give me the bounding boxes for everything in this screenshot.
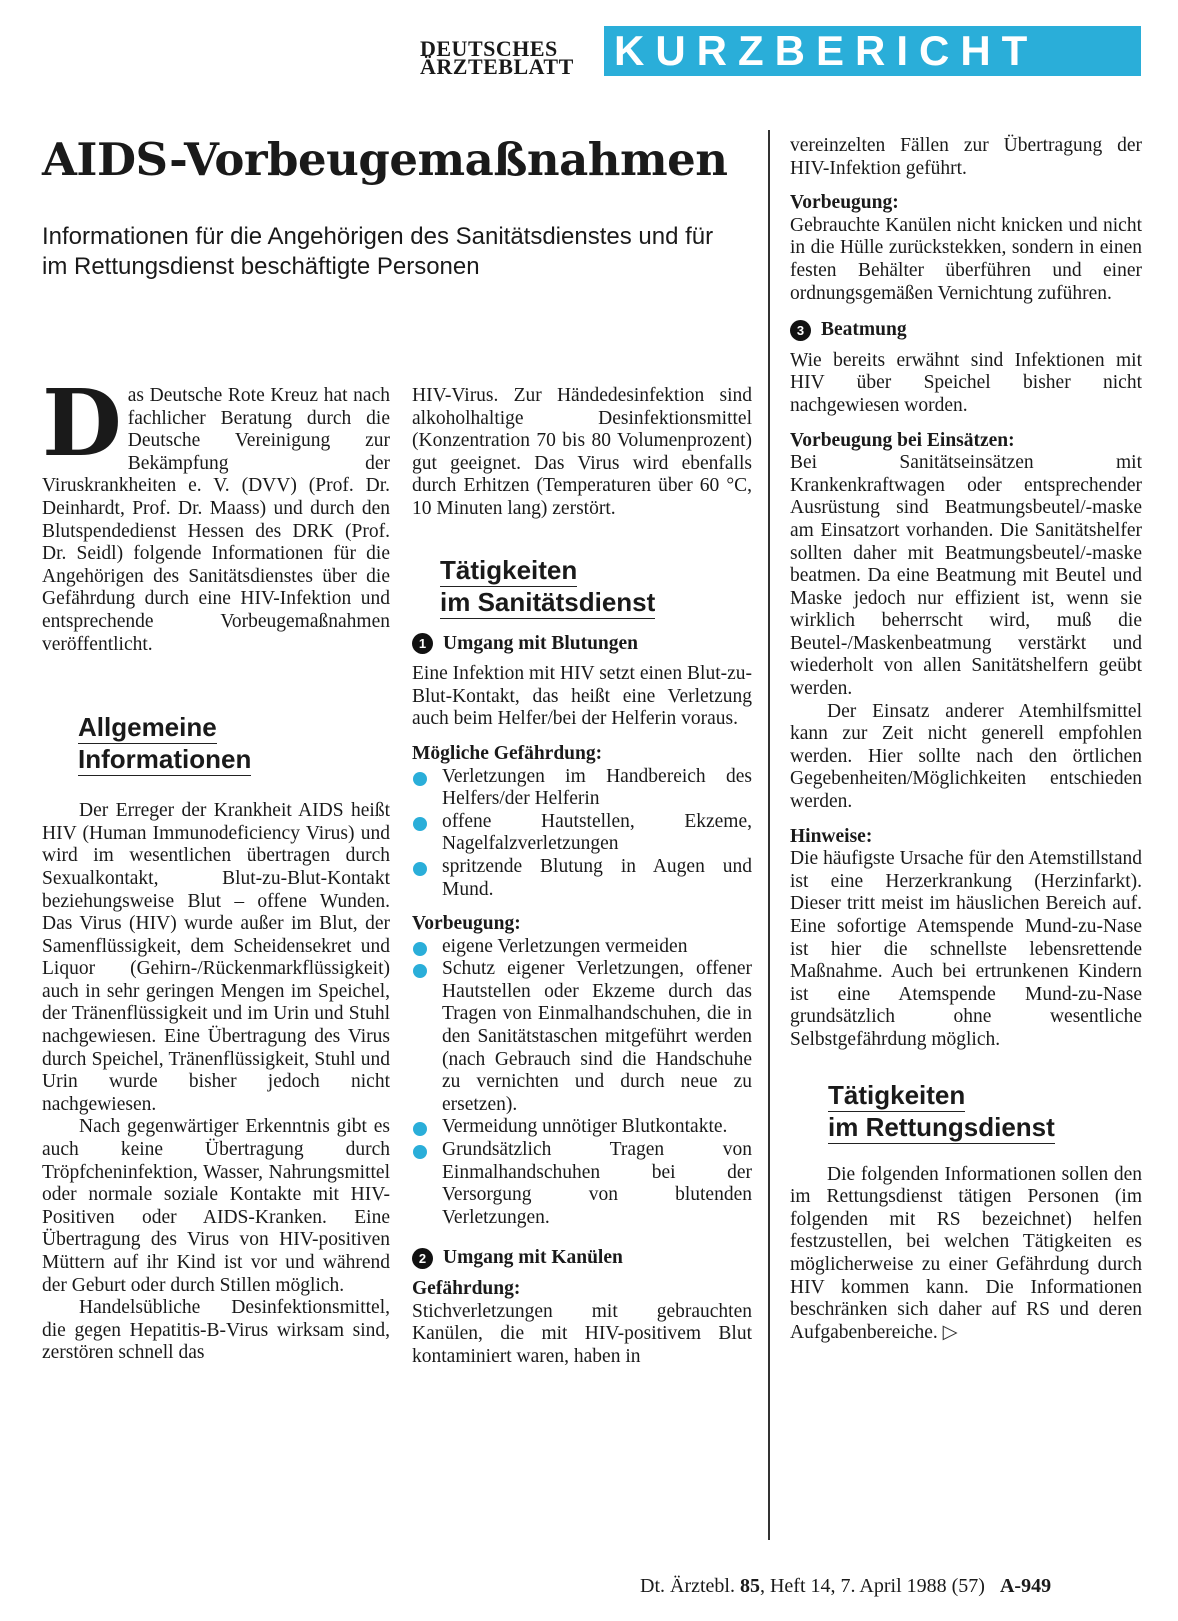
heading-rettung-line2: im Rettungsdienst: [828, 1111, 1055, 1142]
footer-issue: , Heft 14, 7. April 1988 (57): [759, 1575, 985, 1597]
journal-logo: [420, 36, 598, 79]
item3-heading: [790, 319, 1142, 342]
number-3-icon: 3: [790, 320, 811, 341]
footer-volume: 85: [739, 1575, 760, 1597]
item3-text: Wie bereits erwähnt sind Infektionen mit HIV über Speichel bisher nicht nachgewiesen worden.: [790, 349, 1142, 416]
footer-page-number: A-949: [999, 1575, 1052, 1597]
item1-heading: [412, 633, 752, 656]
column-1: [42, 369, 390, 1365]
list-item: offene Hautstellen, Ekzeme, Nagelfalzverletzungen: [412, 811, 752, 856]
heading-general-line2: Informationen: [78, 744, 252, 775]
heading-sanitaet: [440, 555, 752, 619]
item1-risk-heading: Mögliche Gefährdung:: [412, 742, 603, 764]
heading-rettung: [828, 1080, 1142, 1144]
list-item: Schutz eigener Verletzungen, offener Hautstellen oder Ekzeme durch das Tragen von Einmalhandschuhen, die in den Sanitätstaschen mitgeführt werden (nach Gebrauch sind die Handschuhe zu vernichten und durch neue zu ersetzen).: [412, 958, 752, 1116]
list-item: spritzende Blutung in Augen und Mund.: [412, 856, 752, 901]
item3-notes-heading: Hinweise:: [790, 825, 873, 847]
heading-sanitaet-line1: Tätigkeiten: [440, 554, 578, 585]
article-title: AIDS-Vorbeugemaßnahmen: [42, 133, 728, 186]
prevention-list: [412, 936, 752, 1230]
list-item: Vermeidung unnötiger Blutkontakte.: [412, 1116, 752, 1139]
column-3: [790, 135, 1142, 1344]
article-subtitle: Informationen für die Angehörigen des Sanitätsdienstes und für im Rettungsdienst beschäftigte Personen: [42, 223, 714, 280]
heading-general-line1: Allgemeine: [78, 712, 217, 743]
intro-text: as Deutsche Rote Kreuz hat nach fachlicher Beratung durch die Deutsche Vereinigung zur Bekämpfung der Viruskrankheiten e. V. (DVV) (Prof. Dr. Deinhardt, Prof. Dr. Maass) und durch den Blutspendedienst Hessen des DRK (Prof. Dr. Seidl) folgende Informationen für die Angehörigen des Sanitätsdienstes über die Gefährdung durch eine HIV-Infektion und entsprechende Vorbeugemaßnahmen veröffentlicht.: [42, 385, 390, 655]
drop-cap: D: [42, 369, 122, 477]
intro-paragraph: [42, 369, 390, 656]
brand-line-2: ÄRZTEBLATT: [420, 54, 574, 79]
item2-title: Umgang mit Kanülen: [443, 1247, 623, 1269]
general-paragraph-2: Nach gegenwärtiger Erkenntnis gibt es auch keine Übertragung durch Tröpfcheninfektion, Wasser, Nahrungsmittel oder normale soziale Kontakte mit HIV-Positiven oder AIDS-Kranken. Eine Übertragung des Virus von HIV-positiven Müttern auf ihr Kind ist vor und während der Geburt oder durch Stillen möglich.: [42, 1116, 390, 1296]
item3-prevention-heading: Vorbeugung bei Einsätzen:: [790, 429, 1015, 451]
item3-prevention-text: Bei Sanitätseinsätzen mit Krankenkraftwagen oder entsprechender Ausrüstung sind Beatmungsbeutel/-maske am Einsatzort vorhanden. Die Sanitätshelfer sollten daher mit Beatmungsbeutel/-maske beatmen. Da eine Beatmung mit Beutel und Maske jedoch nur effizient ist, wenn sie wirklich beherrscht wird, muß die Beutel-/Maskenbeatmung verstärkt und wiederholt von allen Sanitätshelfern geübt werden.: [790, 452, 1142, 700]
list-item: eigene Verletzungen vermeiden: [412, 936, 752, 959]
risk-list: [412, 766, 752, 902]
item3-title: Beatmung: [821, 319, 907, 341]
item3-prevention-text-2: Der Einsatz anderer Atemhilfsmittel kann zur Zeit nicht generell empfohlen werden. Hier sollte nach den örtlichen Gegebenheiten/Möglichkeiten entschieden werden.: [790, 700, 1142, 813]
number-1-icon: 1: [412, 633, 433, 654]
column-divider: [768, 130, 770, 1540]
list-item: Grundsätzlich Tragen von Einmalhandschuhen bei der Versorgung von blutenden Verletzungen.: [412, 1139, 752, 1229]
rettung-paragraph: Die folgenden Informationen sollen den im Rettungsdienst tätigen Personen (im folgenden mit RS bezeichnet) helfen festzustellen, bei welchen Tätigkeiten es möglicherweise zu einer Gefährdung durch HIV kommen kann. Die Informationen beschränken sich daher auf RS und deren Aufgabenbereiche.: [790, 1163, 1142, 1343]
item3-notes-text: Die häufigste Ursache für den Atemstillstand ist eine Herzerkrankung (Herzinfarkt). Dieser tritt meist im häuslichen Bereich auf. Eine sofortige Atemspende Mund-zu-Nase ist hier die schnellste lebensrettende Maßnahme. Auch bei ertrunkenen Kindern ist eine Atemspende Mund-zu-Nase grundsätzlich ohne wesentliche Selbstgefährdung möglich.: [790, 848, 1142, 1050]
column-2: [412, 385, 752, 1368]
list-item: Verletzungen im Handbereich des Helfers/der Helferin: [412, 766, 752, 811]
section-banner: [604, 26, 1141, 76]
section-label: KURZBERICHT: [614, 27, 1039, 74]
item2-risk-heading: Gefährdung:: [412, 1278, 521, 1299]
brand-line-1: DEUTSCHES: [420, 36, 558, 61]
heading-general: [78, 712, 390, 776]
rettung-text: [790, 1164, 1142, 1345]
item1-prevention-heading: Vorbeugung:: [412, 913, 521, 935]
heading-rettung-line1: Tätigkeiten: [828, 1079, 966, 1110]
item2-risk-text-cont: vereinzelten Fällen zur Übertragung der HIV-Infektion geführt.: [790, 135, 1142, 179]
item1-title: Umgang mit Blutungen: [443, 632, 639, 654]
item2-prevention-text: Gebrauchte Kanülen nicht knicken und nicht in die Hülle zurückstekken, sondern in einen festen Behälter überführen und einer ordnungsgemäßen Vernichtung zuführen.: [790, 214, 1142, 304]
page-footer: [640, 1575, 1051, 1598]
item2-risk-text: Stichverletzungen mit gebrauchten Kanülen, die mit HIV-positivem Blut kontaminiert waren, haben in: [412, 1300, 752, 1367]
general-paragraph-1: Der Erreger der Krankheit AIDS heißt HIV (Human Immunodeficiency Virus) und wird im wesentlichen übertragen durch Sexualkontakt, Blut-zu-Blut-Kontakt beziehungsweise Blut – offene Wunden. Das Virus (HIV) wurde außer im Blut, der Samenflüssigkeit, dem Scheidensekret und Liquor (Gehirn-/Rückenmarkflüssigkeit) auch in sehr geringen Mengen im Speichel, der Tränenflüssigkeit und im Urin und Stuhl nachgewiesen. Eine Übertragung des Virus durch Speichel, Tränenflüssigkeit, Stuhl und Urin wurde bisher jedoch nicht nachgewiesen.: [42, 800, 390, 1115]
general-paragraph-3: Handelsübliche Desinfektionsmittel, die gegen Hepatitis-B-Virus wirksam sind, zerstören schnell das: [42, 1297, 390, 1364]
item1-text: Eine Infektion mit HIV setzt einen Blut-zu-Blut-Kontakt, das heißt eine Verletzung auch beim Helfer/bei der Helferin voraus.: [412, 663, 752, 730]
footer-journal: Dt. Ärztebl.: [640, 1575, 735, 1597]
item2-heading: [412, 1247, 752, 1270]
heading-sanitaet-line2: im Sanitätsdienst: [440, 586, 656, 617]
continue-arrow-icon: ▷: [942, 1321, 958, 1343]
item2-prevention-heading: Vorbeugung:: [790, 192, 899, 214]
general-paragraph-3-cont: HIV-Virus. Zur Händedesinfektion sind alkoholhaltige Desinfektionsmittel (Konzentration 70 bis 80 Volumenprozent) gut geeignet. Das Virus wird ebenfalls durch Erhitzen (Temperaturen über 60 °C, 10 Minuten lang) zerstört.: [412, 385, 752, 519]
number-2-icon: 2: [412, 1248, 433, 1269]
